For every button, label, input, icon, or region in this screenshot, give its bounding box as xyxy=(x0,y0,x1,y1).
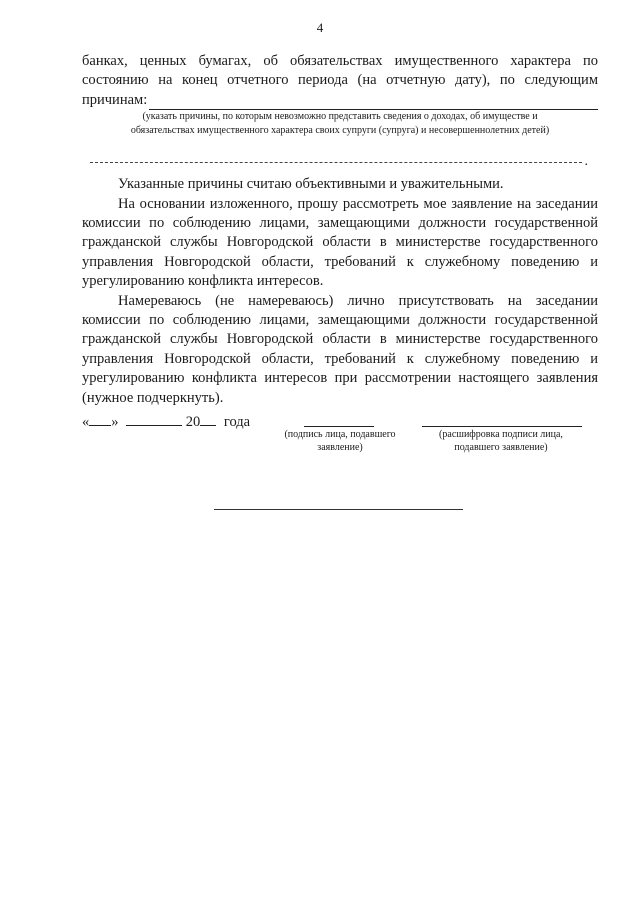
signature-caption: (подпись лица, подавшего заявление) xyxy=(284,429,396,453)
date-open-quote: « xyxy=(82,414,90,430)
signature-block xyxy=(276,416,404,454)
transcript-block xyxy=(418,416,584,454)
page-number: 4 xyxy=(316,20,324,35)
continuation-line[interactable] xyxy=(82,155,598,169)
reasons-note-line-1: (указать причины, по которым невозможно представить сведения о доходах, об имуществе и xyxy=(142,111,538,123)
reasons-note-line-2: обязательствах имущественного характера своих супруги (супруга) и несовершеннолетних детей) xyxy=(130,124,550,136)
document-body xyxy=(82,52,598,408)
date-field xyxy=(82,413,250,431)
reason-fill-row xyxy=(82,91,598,110)
year-prefix: 20 xyxy=(185,414,201,430)
reasons-objective-paragraph: Указанные причины считаю объективными и уважительными. xyxy=(118,176,504,193)
year-word: года xyxy=(223,414,251,430)
document-end-rule xyxy=(214,509,463,510)
month-blank[interactable] xyxy=(126,413,182,426)
continuation-dot: . xyxy=(584,154,588,170)
reasons-fill-line[interactable] xyxy=(149,95,598,110)
request-paragraph: На основании изложенного, прошу рассмотреть мое заявление на заседании комиссии по соблюдению лицами, замещающими должности государственной гражданской службы Новгородской области в министерстве государственного управления Новгородской области, требований к служебному поведению и урегулированию конфликта интересов. xyxy=(82,195,598,290)
transcript-caption: (расшифровка подписи лица, подавшего заявление) xyxy=(439,429,563,453)
reason-paragraph-line-1: банках, ценных бумагах, об обязательствах имущественного характера по xyxy=(82,53,598,69)
attendance-paragraph: Намереваюсь (не намереваюсь) лично присутствовать на заседании комиссии по соблюдению лицами, замещающими должности государственной гражданской службы Новгородской области в министерстве государственного управления Новгородской области, требований к служебному поведению и урегулированию конфликта интересов при рассмотрении настоящего заявления (нужное подчеркнуть). xyxy=(82,292,598,406)
transcript-line[interactable] xyxy=(422,416,582,427)
year-blank[interactable] xyxy=(200,413,216,426)
date-close-quote: » xyxy=(111,414,119,430)
signature-line[interactable] xyxy=(304,416,374,427)
day-blank[interactable] xyxy=(89,413,111,426)
reason-paragraph-line-2: состоянию на конец отчетного периода (на отчетную дату), по следующим xyxy=(82,72,598,89)
continuation-rule xyxy=(90,162,582,163)
reasons-label: причинам: xyxy=(82,91,148,108)
